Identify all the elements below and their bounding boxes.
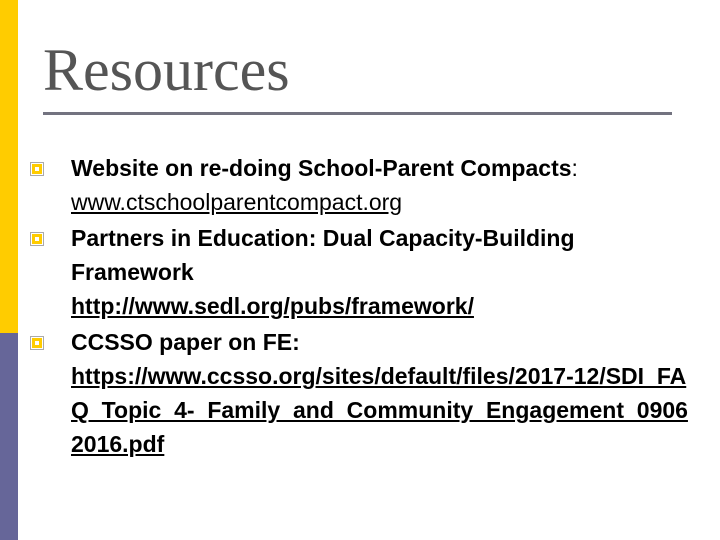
list-item-ccsso: [30, 325, 690, 461]
bullet-text: Partners in Education: Dual Capacity-Building Framework: [71, 225, 575, 285]
sidebar-slate-band: [0, 333, 18, 540]
bullet-text: Website on re-doing School-Parent Compacts: [71, 155, 572, 181]
bullet-square-icon: [30, 232, 44, 246]
bullet-square-icon: [30, 162, 44, 176]
bullet-separator: :: [571, 155, 578, 181]
bullet-text: CCSSO paper on FE:: [71, 329, 300, 355]
title-divider: [43, 112, 672, 115]
list-item-dual-capacity: [30, 221, 690, 323]
slide-sidebar: [0, 0, 18, 540]
link-sedl-framework[interactable]: http://www.sedl.org/pubs/framework/: [71, 293, 474, 319]
list-item-compacts: [30, 151, 690, 219]
sidebar-gold-band: [0, 0, 18, 333]
bullet-list: [30, 151, 690, 463]
bullet-square-icon: [30, 336, 44, 350]
page-title: Resources: [43, 37, 290, 103]
link-ccsso-paper[interactable]: https://www.ccsso.org/sites/default/files/2017-12/SDI_FAQ_Topic_4-_Family_and_Community_Engagement_09062016.pdf: [71, 363, 688, 457]
link-ctschoolparentcompact[interactable]: www.ctschoolparentcompact.org: [71, 189, 403, 215]
